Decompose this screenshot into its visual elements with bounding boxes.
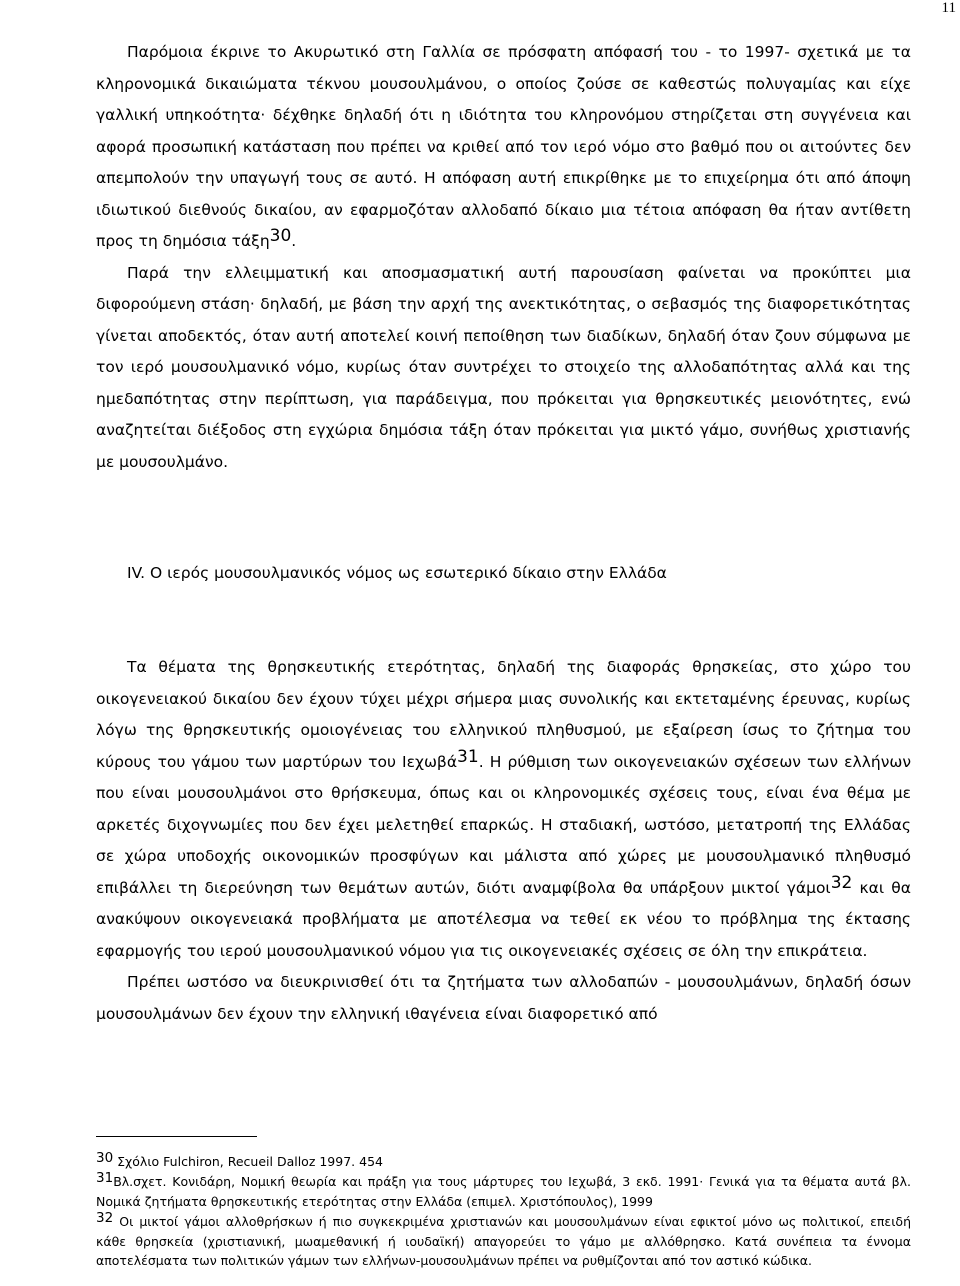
page-number: 11 <box>941 0 956 16</box>
footnote-30 <box>96 1152 911 1172</box>
paragraph-2: Παρά την ελλειμματική και αποσμασματική αυτή παρουσίαση φαίνεται να προκύπτει μια διφορούμενη στάση· δηλαδή, με βάση την αρχή της ανεκτικότητας, ο σεβασμός της διαφορετικότητας γίνεται αποδεκτός, όταν αυτή αποτελεί κοινή πεποίθηση των διαδίκων, δηλαδή όταν ζουν σύμφωνα με τον ιερό μουσουλμανικό νόμο, κυρίως όταν συντρέχει το στοιχείο της αλλοδαπότητας αλλά και της ημεδαπότητας στην περίπτωση, για παράδειγμα, που πρόκειται για θρησκευτικές μειονότητες, ενώ αναζητείται διέξοδος στη εγχώρια δημόσια τάξη όταν πρόκειται για μικτό γάμο, συνήθως χριστιανής με μουσουλμάνο. <box>96 263 911 471</box>
footnote-32 <box>96 1212 911 1271</box>
section-heading: IV. Ο ιερός μουσουλμανικός νόμος ως εσωτερικό δίκαιο στην Ελλάδα <box>127 564 667 582</box>
body-text-upper <box>96 37 911 478</box>
footnote-ref-32: 32 <box>830 872 853 893</box>
footnote-31-number: 31 <box>96 1170 114 1186</box>
paragraph-1-end: . <box>291 232 297 250</box>
paragraph-1 <box>96 37 911 258</box>
footnote-31-text: Βλ.σχετ. Κονιδάρη, Νομική θεωρία και πράξη για τους μάρτυρες του Ιεχωβά, 3 εκδ. 1991· Γενικά για τα θέματα αυτά βλ. Νομικά ζητήματα θρησκευτικής ετερότητας στην Ελλάδα (επιμελ. Χριστόπουλος), 1999 <box>96 1174 911 1209</box>
footnote-30-text: Σχόλιο Fulchiron, Recueil Dalloz 1997. 454 <box>113 1154 383 1169</box>
footnote-separator <box>96 1136 257 1137</box>
footnote-ref-31: 31 <box>457 746 479 767</box>
footnote-32-number: 32 <box>96 1210 114 1226</box>
footnote-31 <box>96 1172 911 1211</box>
paragraph-3-part-c: και θα ανακύψουν οικογενειακά προβλήματα με αποτέλεσμα να τεθεί εκ νέου το πρόβλημα της έκτασης εφαρμογής του ιερού μουσουλμανικού νόμου για τις οικογενειακές σχέσεις σε όλη την επικράτεια. <box>96 878 911 960</box>
footnote-32-text: Οι μικτοί γάμοι αλλοθρήσκων ή πιο συγκεκριμένα χριστιανών και μουσουλμάνων είναι εφικτοί μόνο ως πολιτικοί, επειδή κάθε θρησκεία (χριστιανική, μωαμεθανική ή ιουδαϊκή) απαγορεύει το γάμο με αλλόθρησκο. Κατά συνέπεια τα έννομα αποτελέσματα των πολιτικών γάμων των ελλήνων-μουσουλμάνων πρέπει να ρυθμίζονται από τον αστικό κώδικα. <box>96 1214 911 1268</box>
paragraph-3-part-b: . Η ρύθμιση των οικογενειακών σχέσεων των ελλήνων που είναι μουσουλμάνοι στο θρήσκευμα, όπως και οι κληρονομικές σχέσεις τους, είναι ένα θέμα με αρκετές διχογνωμίες που δεν έχει μελετηθεί επαρκώς. Η σταδιακή, ωστόσο, μετατροπή της Ελλάδας σε χώρα υποδοχής οικονομικών προσφύγων και μάλιστα από χώρες με μουσουλμανικό πληθυσμό επιβάλλει τη διερεύνηση των θεμάτων αυτών, διότι αναμφίβολα θα υπάρξουν μικτοί γάμοι <box>96 752 911 897</box>
paragraph-3 <box>96 652 911 967</box>
body-text-lower <box>96 652 911 1030</box>
paragraph-4: Πρέπει ωστόσο να διευκρινισθεί ότι τα ζητήματα των αλλοδαπών - μουσουλμάνων, δηλαδή όσων μουσουλμάνων δεν έχουν την ελληνική ιθαγένεια είναι διαφορετικό από <box>96 973 911 1023</box>
paragraph-3-part-a: Τα θέματα της θρησκευτικής ετερότητας, δηλαδή της διαφοράς θρησκείας, στο χώρο του οικογενειακού δικαίου δεν έχουν τύχει μέχρι σήμερα μιας συνολικής και εκτεταμένης έρευνας, κυρίως λόγω της θρησκευτικής ομοιογένειας του ελληνικού πληθυσμού, με εξαίρεση ίσως το ζήτημα του κύρους του γάμου των μαρτύρων του Ιεχωβά <box>96 658 911 771</box>
footnote-30-number: 30 <box>96 1150 114 1166</box>
paragraph-1-text: Παρόμοια έκρινε το Ακυρωτικό στη Γαλλία σε πρόσφατη απόφασή του - το 1997- σχετικά με τα κληρονομικά δικαιώματα τέκνου μουσουλμάνου, ο οποίος ζούσε σε καθεστώς πολυγαμίας και είχε γαλλική υπηκοότητα· δέχθηκε δηλαδή ότι η ιδιότητα του κληρονόμου στηρίζεται στη συγγένεια και αφορά προσωπική κατάσταση που πρέπει να κριθεί από τον ιερό νόμο στο βαθμό που οι αιτούντες δεν απεμπολούν την υπαγωγή τους σε αυτό. Η απόφαση αυτή επικρίθηκε με το επιχείρημα ότι από άποψη ιδιωτικού διεθνούς δικαίου, αν εφαρμοζόταν αλλοδαπό δίκαιο μια τέτοια απόφαση θα ήταν αντίθετη προς τη δημόσια τάξη <box>96 43 911 250</box>
footnote-ref-30: 30 <box>269 226 292 246</box>
